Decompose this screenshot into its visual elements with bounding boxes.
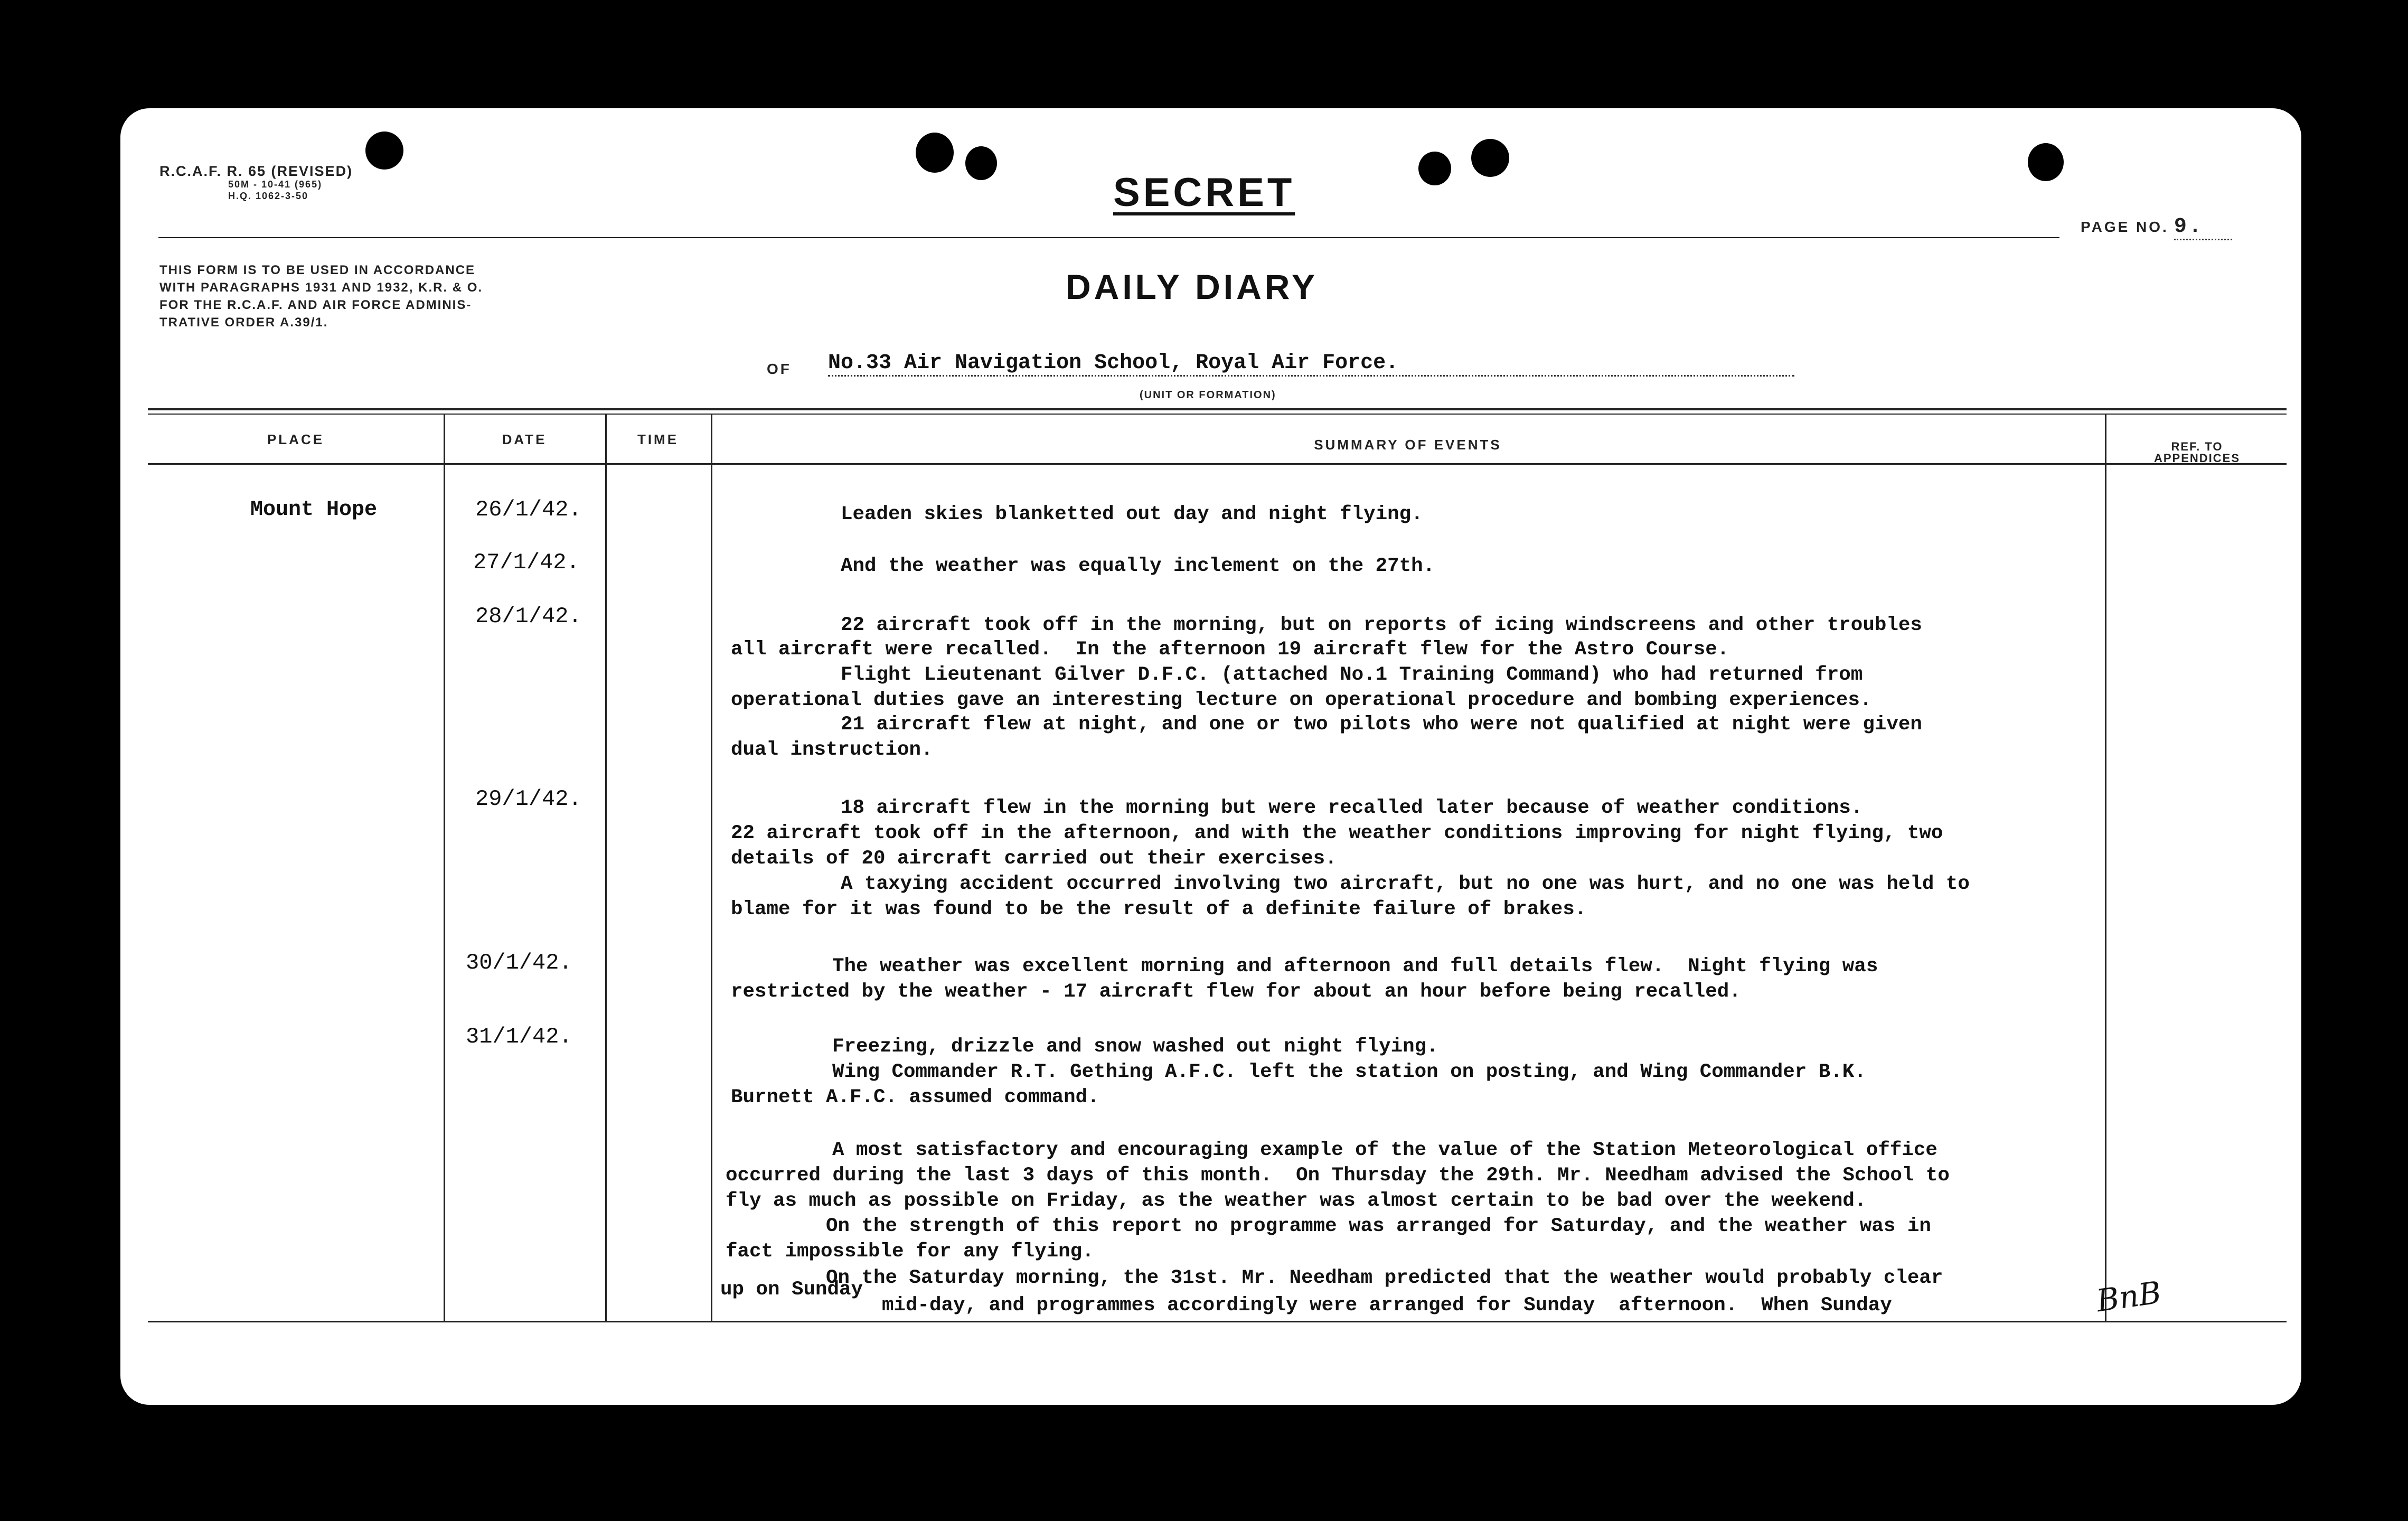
form-title: DAILY DIARY — [1066, 267, 1318, 306]
summary-line: up on Sunday — [720, 1279, 863, 1301]
summary-line: all aircraft were recalled. In the afternoon 19 aircraft flew for the Astro Course. — [731, 639, 1729, 661]
column-divider — [444, 414, 445, 1322]
classification-stamp: SECRET — [1113, 170, 1295, 215]
summary-line: dual instruction. — [731, 739, 933, 761]
summary-line: operational duties gave an interesting lecture on operational procedure and bombing experiences. — [731, 689, 1872, 711]
column-header-place: PLACE — [267, 431, 325, 447]
punch-hole — [365, 132, 403, 170]
summary-line: A most satisfactory and encouraging example of the value of the Station Meteorological office — [832, 1139, 1937, 1161]
date-entry: 28/1/42. — [475, 604, 582, 629]
form-code: R.C.A.F. R. 65 (REVISED) 50M - 10-41 (965) H.Q. 1062-3-50 — [159, 163, 353, 201]
summary-line: Burnett A.F.C. assumed command. — [731, 1086, 1099, 1109]
of-label: OF — [767, 361, 792, 377]
date-entry: 29/1/42. — [475, 786, 582, 812]
header-rule — [158, 237, 2059, 238]
unit-name: No.33 Air Navigation School, Royal Air Force. — [828, 351, 1794, 377]
column-divider — [711, 414, 712, 1322]
column-header-time: TIME — [637, 431, 679, 447]
punch-hole — [1471, 139, 1509, 177]
column-header-date: DATE — [502, 431, 547, 447]
summary-line: Leaden skies blanketted out day and night flying. — [841, 503, 1423, 525]
column-header-ref: REF. TO APPENDICES — [2153, 440, 2241, 465]
column-header-summary: SUMMARY OF EVENTS — [1314, 437, 1502, 453]
summary-line: 21 aircraft flew at night, and one or two pilots who were not qualified at night were given — [841, 713, 1922, 736]
table-bottom-rule — [148, 1321, 2287, 1322]
summary-line: On the strength of this report no programme was arranged for Saturday, and the weather was in — [826, 1215, 1931, 1237]
punch-hole — [1418, 152, 1451, 185]
punch-hole — [965, 146, 997, 180]
summary-line: mid-day, and programmes accordingly were arranged for Sunday afternoon. When Sunday — [882, 1294, 1892, 1317]
summary-line: 18 aircraft flew in the morning but were recalled later because of weather conditions. — [841, 797, 1863, 819]
summary-line: blame for it was found to be the result of a definite failure of brakes. — [731, 898, 1587, 921]
summary-line: Freezing, drizzle and snow washed out night flying. — [832, 1036, 1438, 1058]
table-header-rule — [148, 463, 2287, 465]
diary-page — [120, 108, 2301, 1405]
column-divider — [605, 414, 607, 1322]
date-entry: 26/1/42. — [475, 497, 582, 522]
column-divider — [2105, 414, 2106, 1322]
date-entry: 30/1/42. — [466, 950, 572, 975]
table-top-rule-2 — [148, 414, 2287, 415]
summary-line: And the weather was equally inclement on the 27th. — [841, 555, 1435, 577]
summary-line: On the Saturday morning, the 31st. Mr. Needham predicted that the weather would probably clear — [826, 1267, 1943, 1289]
page-number: 9. — [2174, 215, 2232, 240]
punch-hole — [2028, 143, 2064, 181]
summary-line: restricted by the weather - 17 aircraft flew for about an hour before being recalled. — [731, 981, 1741, 1003]
summary-line: A taxying accident occurred involving two aircraft, but no one was hurt, and no one was held to — [841, 873, 1970, 895]
punch-hole — [916, 133, 954, 173]
summary-line: fact impossible for any flying. — [726, 1241, 1094, 1263]
place-entry: Mount Hope — [250, 498, 378, 522]
date-entry: 31/1/42. — [466, 1024, 572, 1049]
summary-line: Wing Commander R.T. Gething A.F.C. left the station on posting, and Wing Commander B.K. — [832, 1061, 1866, 1083]
summary-line: fly as much as possible on Friday, as the weather was almost certain to be bad over the weekend. — [726, 1190, 1867, 1212]
summary-line: 22 aircraft took off in the morning, but on reports of icing windscreens and other troubles — [841, 614, 1922, 636]
handwritten-initials: BnB — [2094, 1274, 2164, 1319]
table-top-rule — [148, 408, 2287, 410]
summary-line: occurred during the last 3 days of this month. On Thursday the 29th. Mr. Needham advised the School to — [726, 1165, 1950, 1187]
date-entry: 27/1/42. — [473, 550, 580, 575]
summary-line: Flight Lieutenant Gilver D.F.C. (attached No.1 Training Command) who had returned from — [841, 664, 1863, 686]
summary-line: 22 aircraft took off in the afternoon, and with the weather conditions improving for night flying, two — [731, 822, 1943, 844]
unit-caption: (UNIT OR FORMATION) — [1140, 389, 1276, 401]
summary-line: details of 20 aircraft carried out their exercises. — [731, 848, 1337, 870]
page-number-label: PAGE NO. 9. — [2081, 215, 2232, 240]
summary-line: The weather was excellent morning and afternoon and full details flew. Night flying was — [832, 955, 1878, 978]
form-instruction: THIS FORM IS TO BE USED IN ACCORDANCE WITH PARAGRAPHS 1931 AND 1932, K.R. & O. FOR THE R.C.A.F. AND AIR FORCE ADMINIS- TRATIVE ORDER A.39/1. — [159, 263, 483, 330]
